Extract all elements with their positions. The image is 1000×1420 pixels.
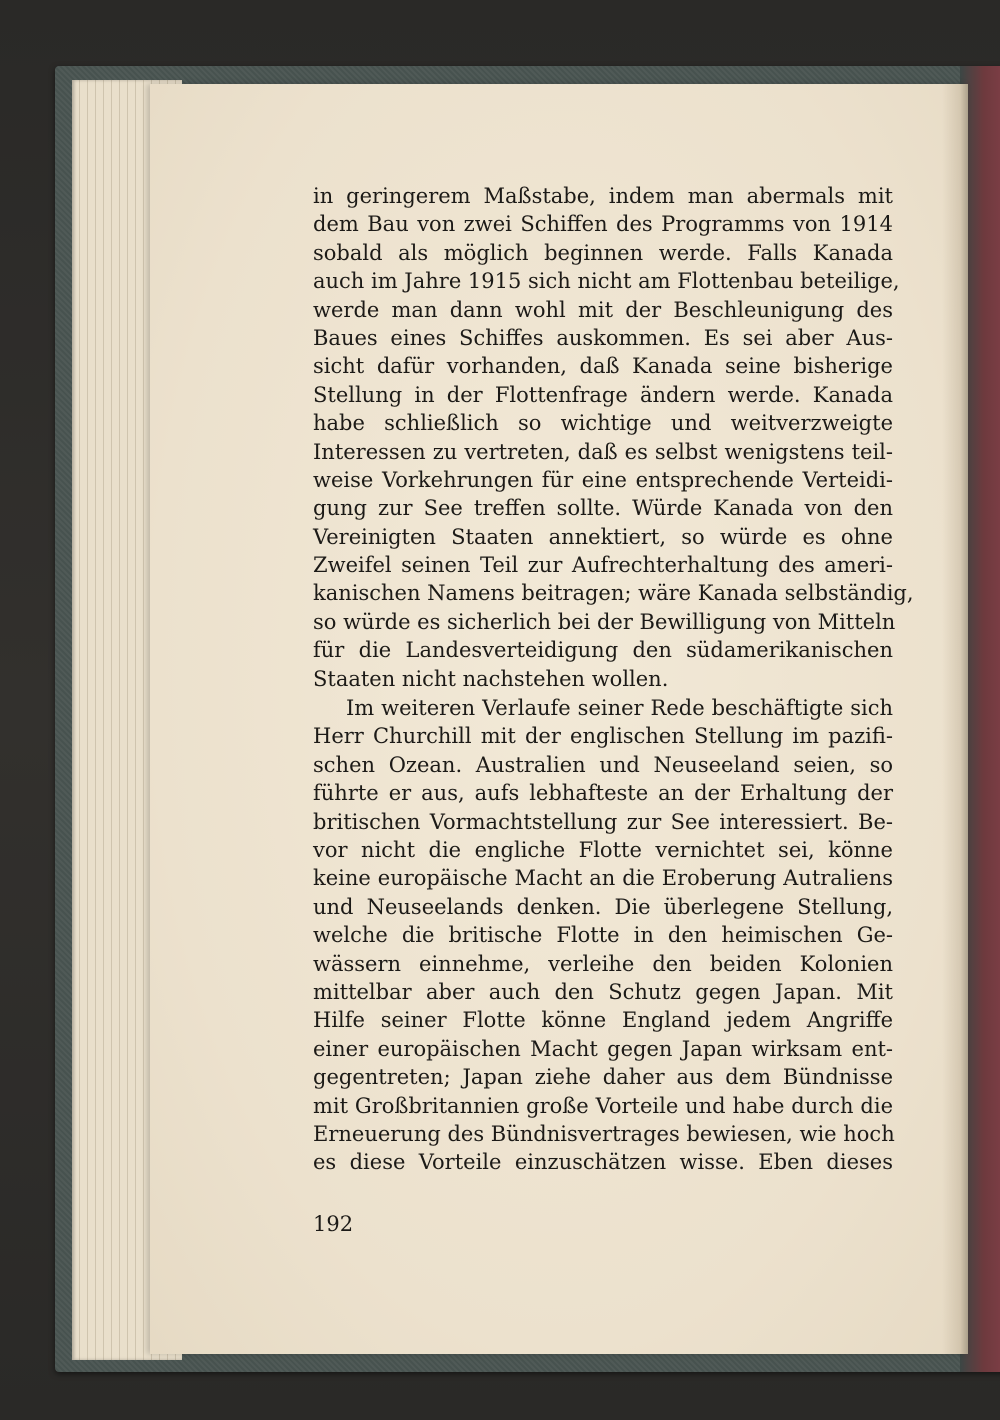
text-line: dem Bau von zwei Schiffen des Programms von 1914 [313,212,893,237]
text-line: und Neuseelands denken. Die überlegene Stellung, [313,894,893,919]
text-line: mittelbar aber auch den Schutz gegen Japan. Mit [313,979,893,1004]
text-line: Vereinigten Staaten annektiert, so würde es ohne [313,524,893,549]
book-page [150,84,968,1354]
text-line: weise Vorkehrungen für eine entsprechende Verteidi- [313,467,893,492]
text-line: Interessen zu vertreten, daß es selbst wenigstens teil- [313,439,893,464]
text-line: wässern einnehme, verleihe den beiden Kolonien [313,951,893,976]
text-line: so würde es sicherlich bei der Bewilligung von Mitteln [313,609,896,634]
text-line: auch im Jahre 1915 sich nicht am Flottenbau beteilige, [313,269,900,294]
text-line: in geringerem Maßstabe, indem man abermals mit [313,184,893,208]
text-line: sicht dafür vorhanden, daß Kanada seine bisherige [313,354,893,379]
text-line: Stellung in der Flottenfrage ändern werde. Kanada [313,382,893,407]
text-line: kanischen Namens beitragen; wäre Kanada selbständig, [313,581,914,606]
page-number: 192 [313,1212,354,1236]
text-line: vor nicht die engliche Flotte vernichtet sei, könne [313,837,893,862]
text-line: Hilfe seiner Flotte könne England jedem Angriffe [313,1008,893,1033]
text-line: Baues eines Schiffes auskommen. Es sei aber Aus- [313,325,893,350]
paragraph-1 [313,182,914,693]
text-line: Staaten nicht nachstehen wollen. [313,666,669,691]
text-line: gegentreten; Japan ziehe daher aus dem Bündnisse [313,1065,893,1090]
text-line: Zweifel seinen Teil zur Aufrechterhaltung des ameri- [313,553,893,578]
paragraph-2 [313,694,893,1177]
text-line: habe schließlich so wichtige und weitverzweigte [313,411,893,436]
text-line: einer europäischen Macht gegen Japan wirksam ent- [313,1036,893,1061]
text-line: Erneuerung des Bündnisvertrages bewiesen, wie hoch [313,1121,895,1146]
body-text [313,182,914,1177]
text-line: führte er aus, aufs lebhafteste an der Erhaltung der [313,781,893,806]
text-line: schen Ozean. Australien und Neuseeland seien, so [313,752,893,777]
text-line: welche die britische Flotte in den heimischen Ge- [313,923,893,948]
text-line: für die Landesverteidigung den südamerikanischen [313,638,893,663]
text-line: Im weiteren Verlaufe seiner Rede beschäftigte sich [346,696,893,721]
text-line: keine europäische Macht an die Eroberung Autraliens [313,866,893,891]
gutter-shadow [942,84,968,1354]
text-line: sobald als möglich beginnen werde. Falls Kanada [313,240,893,265]
text-line: gung zur See treffen sollte. Würde Kanada von den [313,496,893,521]
text-line: mit Großbritannien große Vorteile und habe durch die [313,1093,893,1118]
text-line: Herr Churchill mit der englischen Stellung im pazifi- [313,724,893,749]
text-line: werde man dann wohl mit der Beschleunigung des [313,297,893,322]
text-line: britischen Vormachtstellung zur See interessiert. Be- [313,809,893,834]
text-line: es diese Vorteile einzuschätzen wisse. Eben dieses [313,1150,893,1175]
